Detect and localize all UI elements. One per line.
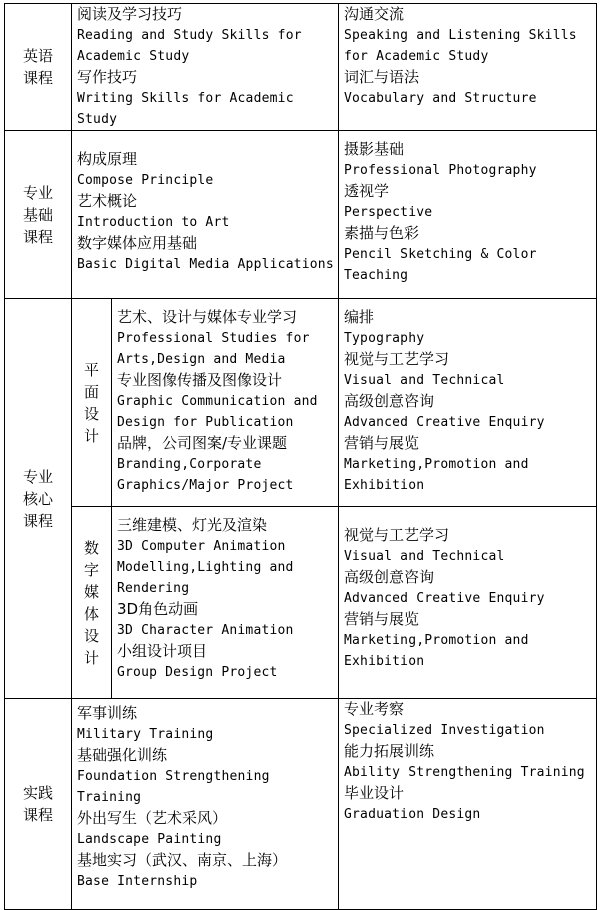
course-cn: 视觉与工艺学习 [344, 350, 450, 368]
course-cn: 营销与展览 [344, 434, 420, 452]
course-en: Specialized Investigation [344, 723, 545, 738]
course-en: Visual and Technical [344, 373, 505, 388]
course-cell-left [72, 699, 339, 910]
table-row [5, 299, 597, 507]
course-cell-left [112, 507, 339, 699]
course-cn: 3D角色动画 [117, 600, 199, 618]
course-cn: 透视学 [344, 182, 390, 200]
category-cell [5, 4, 72, 131]
course-cell-right [339, 299, 597, 507]
course-en: Typography [344, 331, 425, 346]
course-en: Perspective [344, 205, 433, 220]
category-cell [5, 131, 72, 299]
course-cn: 基础强化训练 [77, 746, 168, 764]
course-en: Vocabulary and Structure [344, 91, 537, 106]
course-cell-right [339, 699, 597, 910]
course-en: Writing Skills for Academic Study [77, 91, 294, 127]
table-row [5, 699, 597, 910]
subcategory-cell [72, 507, 112, 699]
course-en: Speaking and Listening Skills for Academic Study [344, 28, 577, 64]
course-en: 3D Computer Animation Modelling,Lighting and Rendering [117, 539, 294, 596]
course-en: Graduation Design [344, 807, 481, 822]
course-cn: 品牌，公司图案/专业课题 [117, 434, 288, 452]
course-en: Group Design Project [117, 665, 278, 680]
course-cn: 外出写生（艺术采风） [77, 809, 228, 827]
course-cn: 编排 [344, 308, 375, 326]
course-cn: 高级创意咨询 [344, 392, 435, 410]
category-cell [5, 699, 72, 910]
course-cn: 艺术、设计与媒体专业学习 [117, 308, 298, 326]
course-en: Basic Digital Media Applications [77, 257, 334, 272]
course-cn: 军事训练 [77, 704, 138, 722]
course-cn: 专业图像传播及图像设计 [117, 371, 283, 389]
course-en: Compose Principle [77, 173, 214, 188]
subcategory-label: 平面设计 [83, 360, 99, 445]
course-cn: 小组设计项目 [117, 642, 208, 660]
course-cn: 营销与展览 [344, 610, 420, 628]
course-cell-left [112, 299, 339, 507]
course-cn: 词汇与语法 [344, 68, 420, 86]
course-cell-left [72, 131, 339, 299]
course-en: Advanced Creative Enquiry [344, 591, 545, 606]
course-en: 3D Character Animation [117, 623, 294, 638]
course-en: Ability Strengthening Training [344, 765, 585, 780]
course-cn: 基地实习（武汉、南京、上海） [77, 851, 288, 869]
course-cn: 阅读及学习技巧 [77, 5, 183, 23]
course-cn: 视觉与工艺学习 [344, 526, 450, 544]
curriculum-table [4, 3, 597, 910]
course-cell-right [339, 131, 597, 299]
course-en: Introduction to Art [77, 215, 230, 230]
course-cn: 构成原理 [77, 150, 138, 168]
course-en: Professional Photography [344, 163, 537, 178]
course-en: Branding,Corporate Graphics/Major Project [117, 457, 294, 493]
category-label: 英语课程 [22, 47, 53, 87]
table-row [5, 4, 597, 131]
course-en: Reading and Study Skills for Academic Study [77, 28, 302, 64]
course-en: Professional Studies for Arts,Design and Media [117, 331, 310, 367]
course-en: Visual and Technical [344, 549, 505, 564]
course-en: Foundation Strengthening Training [77, 769, 270, 805]
course-cn: 写作技巧 [77, 68, 138, 86]
course-cn: 高级创意咨询 [344, 568, 435, 586]
course-cell-left [72, 4, 339, 131]
course-cn: 沟通交流 [344, 5, 405, 23]
course-cell-right [339, 4, 597, 131]
course-cell-right [339, 507, 597, 699]
subcategory-cell [72, 299, 112, 507]
course-cn: 素描与色彩 [344, 224, 420, 242]
course-cn: 数字媒体应用基础 [77, 234, 198, 252]
course-en: Pencil Sketching & Color Teaching [344, 247, 537, 283]
category-cell [5, 299, 72, 699]
course-en: Landscape Painting [77, 832, 222, 847]
course-cn: 三维建模、灯光及渲染 [117, 516, 268, 534]
course-en: Marketing,Promotion and Exhibition [344, 457, 529, 493]
course-en: Marketing,Promotion and Exhibition [344, 633, 529, 669]
subcategory-label: 数字媒体设计 [83, 538, 99, 667]
course-cn: 专业考察 [344, 700, 405, 718]
category-label: 专业基础课程 [22, 183, 53, 246]
table-row [5, 507, 597, 699]
course-cn: 摄影基础 [344, 140, 405, 158]
course-cn: 艺术概论 [77, 192, 138, 210]
course-en: Military Training [77, 727, 214, 742]
course-en: Graphic Communication and Design for Publication [117, 394, 318, 430]
course-en: Advanced Creative Enquiry [344, 415, 545, 430]
course-en: Base Internship [77, 874, 198, 889]
category-label: 实践课程 [22, 784, 53, 824]
course-cn: 毕业设计 [344, 784, 405, 802]
category-label: 专业核心课程 [22, 467, 53, 530]
table-row [5, 131, 597, 299]
course-cn: 能力拓展训练 [344, 742, 435, 760]
